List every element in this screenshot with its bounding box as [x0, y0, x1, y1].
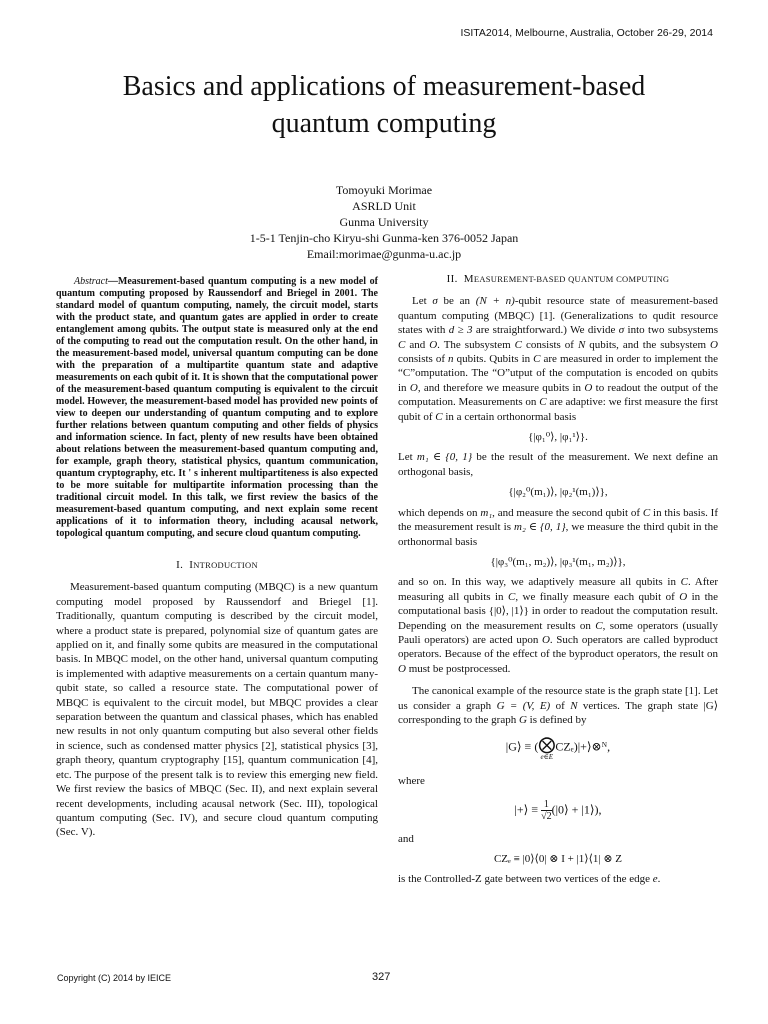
abstract-lead: Abstract [74, 276, 108, 287]
word-and: and [398, 832, 414, 845]
equation-graph-state: |G⟩ ≡ (⨂ e∈E CZₑ)|+⟩⊗ᴺ, [505, 735, 611, 761]
title-line-1: Basics and applications of measurement-based [122, 71, 646, 102]
mbqc-paragraph-2: Let m₁ ∈ {0, 1} be the result of the measurement. We next define an orthogonal basis, [398, 451, 718, 478]
author-name: Tomoyuki Morimae [335, 183, 433, 197]
author-email: Email:morimae@gunma-u.ac.jp [306, 247, 462, 261]
mbqc-paragraph-1: Let σ be an (N + n)-qubit resource state of measurement-based quantum computing (MBQC) [1]. (Generalizations to qudit resource states with d ≥ 3 are straightforward.) We divide σ into two subsystems C and O. The subsystem C consists of N qubits, and the subsystem O consists of n qubits. Qubits in C are measured in order to implement the “C”omputation. The “O”utput of the computation is encoded on qubits in O, and therefore we measure qubits in O to readout the output of the computation. Measurements on C are adaptive: we first measure the first qubit of C in a certain orthonormal basis [398, 295, 719, 423]
affiliation-address: 1-5-1 Tenjin-cho Kiryu-shi Gunma-ken 376-0052 Japan [249, 231, 519, 245]
title-line-2: quantum computing [271, 108, 497, 139]
page-number: 327 [372, 971, 391, 983]
mbqc-paragraph-3: which depends on m₁, and measure the second qubit of C in this basis. If the measurement result is m₂ ∈ {0, 1}, we measure the third qubit in the orthonormal basis [398, 506, 718, 548]
section-heading-mbqc: II. MEASUREMENT-BASED QUANTUM COMPUTING [446, 273, 670, 285]
right-column [398, 272, 718, 887]
word-where: where [398, 775, 425, 788]
section-heading-introduction: I. INTRODUCTION [176, 559, 258, 571]
equation-cz-gate: CZₑ ≡ |0⟩⟨0| ⊗ I + |1⟩⟨1| ⊗ Z [493, 853, 623, 865]
equation-basis-2: {|φ₂⁰(m₁)⟩, |φ₂¹(m₁)⟩}, [508, 486, 608, 499]
equation-basis-1: {|φ₁⁰⟩, |φ₁¹⟩}. [528, 431, 588, 444]
author-block [134, 182, 634, 262]
introduction-paragraph: Measurement-based quantum computing (MBQC) is a new quantum computing model proposed by Raussendorf and Briegel [1]. Traditionally, quantum computing is described by the circuit model, where a product state is prepared, polynomial size of quantum gates are applied on it, and finally some qubits are measured in the computational basis. In MBQC model, on the other hand, universal quantum computing is implemented with adaptive measurements on a certain quantum many-qubit state, so called a resource state. The computational power of MBQC is equivalent to the circuit model, but MBQC provides a clear separation between the quantum and classical phases, which has enabled new results in not only quantum computing but also several other fields in science, such as condensed matter physics [2], statistical physics [3], graph theory, quantum cryptography [15], quantum communication [4], etc. The purpose of the present talk is to review this emerging new field. We first review the basics of MBQC (Sec. II), and next explain several recent developments, including acausal network (Sec. III), topological quantum computing (Sec. IV), and secure cloud quantum computing (Sec. V). [56, 581, 378, 839]
mbqc-paragraph-6: is the Controlled-Z gate between two vertices of the edge e. [398, 873, 661, 886]
mbqc-paragraph-5: The canonical example of the resource state is the graph state [1]. Let us consider a graph G = (V, E) of N vertices. The graph state |G⟩ corresponding to the graph G is defined by [398, 685, 719, 726]
equation-plus-state: |+⟩ ≡ $\frac{1}{√2}$ (|0⟩ + |1⟩), [514, 798, 602, 822]
affiliation-unit: ASRLD Unit [352, 199, 416, 213]
left-column [56, 272, 378, 840]
equation-basis-3: {|φ₃⁰(m₁, m₂)⟩, |φ₃¹(m₁, m₂)⟩}, [490, 555, 626, 568]
mbqc-paragraph-4: and so on. In this way, we adaptively measure all qubits in C. After measuring all qubits in C, we finally measure each qubit of O in the computational basis {|0⟩, |1⟩} in order to readout the computation result. Depending on the measurement results on C, some operators (usually Pauli operators) are acted upon O. Such operators are called byproduct operators. Because of the effect of the byproduct operators, the result on O must be postprocessed. [398, 576, 719, 675]
abstract-text: —Measurement-based quantum computing is a new model of quantum computing proposed by Raussendorf and Briegel in 2001. The standard model of quantum computing, namely, the circuit model, starts with the product state, and quantum gates are applied in order to create entanglement among qubits. The output state is measured only at the end of the computing to read out the computation result. On the other hand, in the measurement-based model, universal quantum computing can be done with the preparation of a multipartite quantum state and adaptive measurements on each qubit of it. It is shown that the computational power of the measurement-based quantum computing is equivalent to the circuit model. However, the measurement-based model has provided new points of view to deepen our understanding of quantum computing and to explore further relations between quantum computing and other fields of physics and information science. In fact, plenty of new results have been obtained about relations between the measurement-based quantum computing and, for example, graph theory, statistical physics, quantum communication, quantum cryptography, etc. It ' s inherent multipartiteness is also expected to be more suitable for multipartite information processing than the traditional circuit model. In this talk, we first review the basics of the measurement-based quantum computing, and next explain some recent applications of it to information theory, including acausal network, topological quantum computing, and secure cloud quantum computing. [56, 276, 378, 539]
copyright-notice: Copyright (C) 2014 by IEICE [57, 973, 172, 983]
abstract [56, 276, 378, 540]
affiliation-university: Gunma University [339, 215, 429, 229]
paper-title [50, 68, 718, 142]
conference-header: ISITA2014, Melbourne, Australia, October 26-29, 2014 [460, 27, 713, 39]
